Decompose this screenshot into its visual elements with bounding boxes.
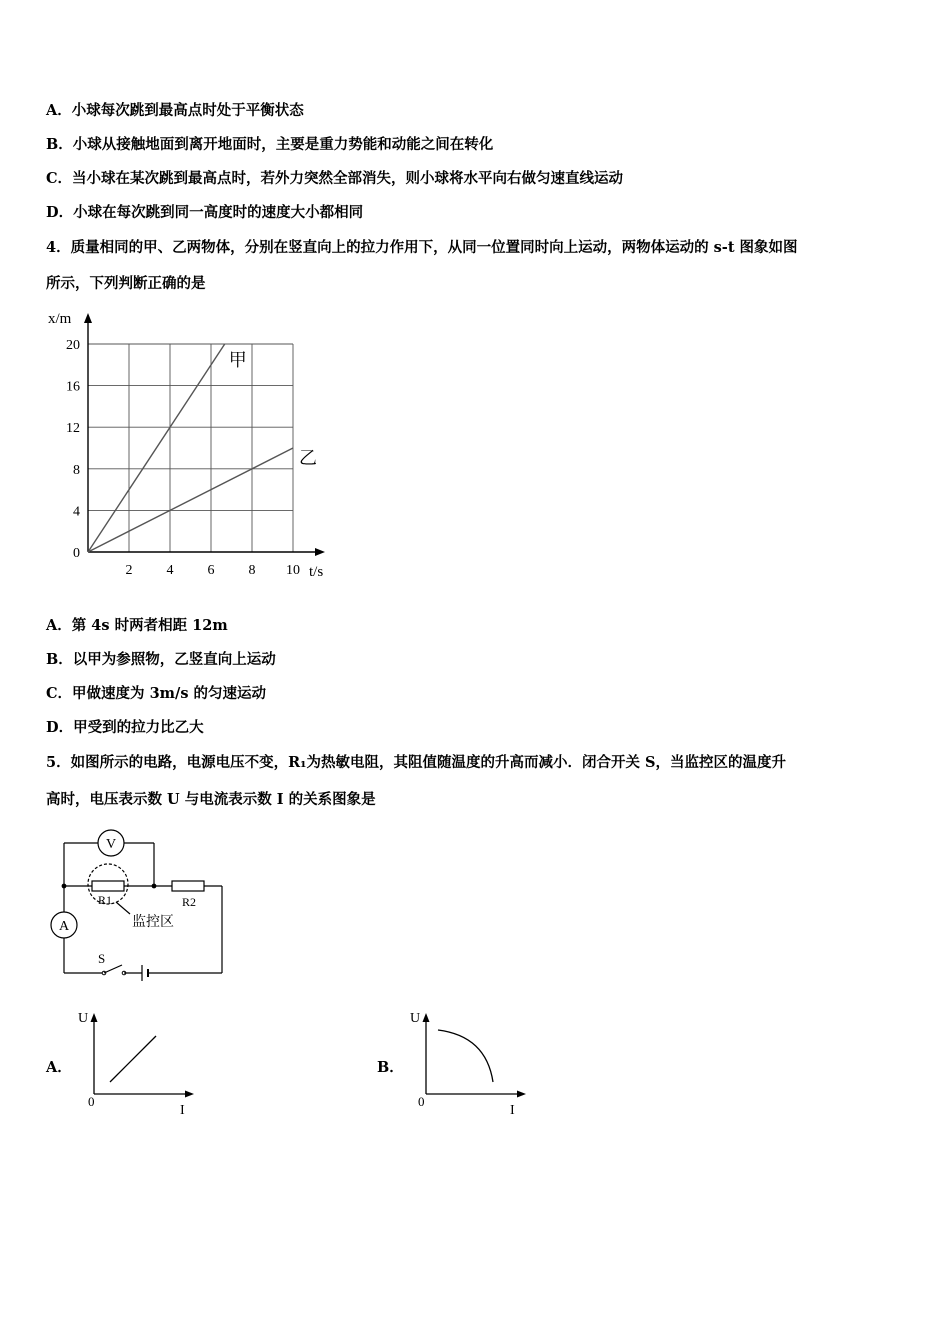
x-tick-label: 10 — [286, 563, 300, 578]
q5-stem-line1: 5．如图所示的电路，电源电压不变，R₁为热敏电阻，其阻值随温度的升高而减小．闭合开关 S，当监控区的温度升 — [46, 754, 787, 771]
q4-stem-line1: 4．质量相同的甲、乙两物体，分别在竖直向上的拉力作用下，从同一位置同时向上运动，两物体运动的 s-t 图象如图 — [46, 239, 798, 256]
q4-option-a: A．第 4s 时两者相距 12m — [46, 617, 228, 634]
y-axis-arrow — [423, 1013, 430, 1022]
q4-option-b: B．以甲为参照物，乙竖直向上运动 — [46, 651, 276, 668]
y-tick-label: 16 — [66, 379, 80, 395]
r1-label: R1 — [98, 893, 113, 907]
x-tick-label: 4 — [166, 563, 174, 578]
q5-stem-line2: 高时，电压表示数 U 与电流表示数 I 的关系图象是 — [46, 791, 376, 808]
series-label-1: 甲 — [228, 350, 247, 370]
x-tick-label: 6 — [207, 563, 215, 578]
x-tick-label: 8 — [248, 563, 256, 578]
series-label-2: 乙 — [299, 448, 317, 468]
choice-b-y-label: U — [410, 1011, 421, 1026]
y-tick-label: 8 — [73, 462, 80, 478]
choice-b-curve — [438, 1030, 493, 1082]
r1-resistor — [92, 881, 124, 891]
x-tick-label: 2 — [125, 563, 133, 578]
choice-b-x-label: I — [510, 1103, 515, 1118]
choice-a-x-label: I — [180, 1103, 185, 1118]
q4-option-d: D．甲受到的拉力比乙大 — [46, 719, 204, 736]
y-axis-arrow — [91, 1013, 98, 1022]
r2-resistor — [172, 881, 204, 891]
y-tick-label: 0 — [73, 546, 80, 561]
circuit-diagram — [44, 826, 244, 990]
choice-b-label: B． — [377, 1059, 404, 1076]
choice-a-y-label: U — [78, 1011, 89, 1026]
q3-option-b: B．小球从接触地面到离开地面时，主要是重力势能和动能之间在转化 — [46, 136, 494, 153]
switch-label: S — [98, 951, 106, 966]
x-axis-arrow — [517, 1091, 526, 1098]
x-axis-arrow — [315, 548, 325, 556]
x-axis-arrow — [185, 1091, 194, 1098]
x-axis-label: t/s — [309, 564, 324, 580]
y-tick-label: 20 — [66, 338, 80, 353]
series-line-2 — [88, 448, 293, 552]
st-chart — [40, 305, 340, 594]
q4-stem-line2: 所示，下列判断正确的是 — [46, 275, 206, 292]
q3-option-d: D．小球在每次跳到同一高度时的速度大小都相同 — [46, 204, 364, 221]
q3-option-a: A．小球每次跳到最高点时处于平衡状态 — [46, 102, 304, 119]
y-axis-label: x/m — [48, 311, 72, 327]
choice-b-origin: 0 — [418, 1094, 425, 1109]
series-line-1 — [88, 344, 225, 552]
choice-a-origin: 0 — [88, 1094, 95, 1109]
ammeter-label: A — [58, 919, 70, 934]
choice-a-curve — [110, 1036, 156, 1082]
choice-a-label: A． — [46, 1059, 72, 1076]
monitor-zone-label: 监控区 — [132, 915, 174, 930]
q4-option-c: C．甲做速度为 3m/s 的匀速运动 — [46, 685, 267, 702]
q3-option-c: C．当小球在某次跳到最高点时，若外力突然全部消失，则小球将水平向右做匀速直线运动 — [46, 170, 624, 187]
y-axis-arrow — [84, 313, 92, 323]
switch-blade — [104, 965, 122, 973]
y-tick-label: 12 — [66, 421, 80, 437]
y-tick-label: 4 — [73, 504, 80, 520]
voltmeter-label: V — [105, 837, 117, 852]
r2-label: R2 — [182, 895, 197, 909]
choice-b-graph — [408, 1008, 538, 1122]
choice-a-graph — [76, 1008, 206, 1122]
